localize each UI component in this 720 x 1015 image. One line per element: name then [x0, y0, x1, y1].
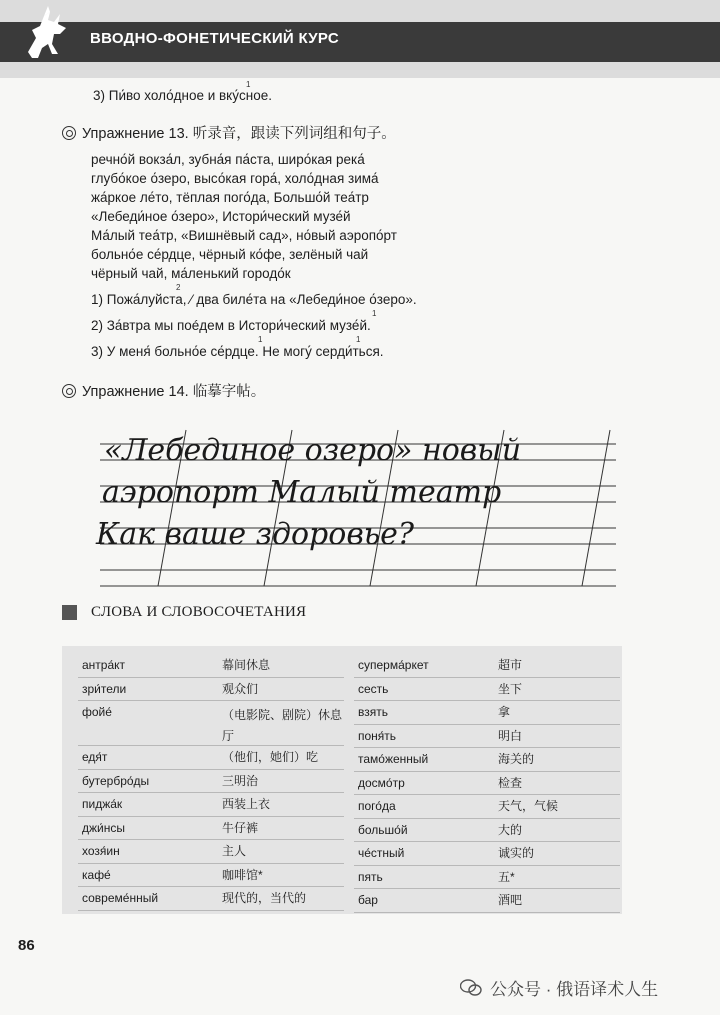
vocab-row [78, 701, 344, 746]
wechat-icon [460, 979, 482, 997]
vocab-chinese: 三明治 [222, 773, 259, 788]
vocab-chinese: 坐下 [498, 681, 523, 696]
vocab-russian: тамо́женный [358, 752, 429, 766]
vocab-russian: пять [358, 869, 383, 884]
vocab-row [354, 889, 620, 913]
vocab-russian: большо́й [358, 822, 408, 837]
intonation-mark: 1 [258, 335, 263, 344]
handwriting-line-2: аэропорт Малый театр [102, 475, 502, 510]
vocab-russian: че́стный [358, 846, 405, 860]
vocab-chinese: 大的 [498, 822, 523, 837]
vocab-row [78, 678, 344, 702]
vocab-row [78, 793, 344, 817]
vocab-row [354, 725, 620, 749]
vocab-chinese: 酒吧 [498, 893, 523, 907]
phrase-line: «Лебеди́ное о́зеро», Истори́ческий музе́й [91, 209, 351, 224]
vocab-row [354, 654, 620, 678]
top-sentence: 3) Пи́во холо́дное и вку́сное. [93, 88, 272, 103]
vocab-chinese: 咖啡馆* [222, 867, 263, 882]
vocab-row [78, 770, 344, 794]
exercise-14-heading [62, 380, 265, 401]
vocab-row [354, 819, 620, 843]
vocab-chinese: 海关的 [498, 752, 535, 766]
vocab-russian: суперма́ркет [358, 658, 429, 672]
vocab-russian: кафе́ [82, 867, 111, 882]
phrase-line: больно́е се́рдце, чёрный ко́фе, зелёный чай [91, 247, 369, 262]
horseman-logo-icon [14, 4, 78, 64]
handwriting-line-3: Как ваше здоровье? [96, 517, 414, 552]
vocab-row [78, 746, 344, 770]
section-title: СЛОВА И СЛОВОСОЧЕТАНИЯ [91, 604, 307, 620]
vocab-chinese: 明白 [498, 728, 523, 743]
vocab-chinese: 拿 [498, 705, 511, 719]
vocab-russian: сесть [358, 681, 389, 696]
vocab-chinese: （他们，她们）吃 [222, 750, 319, 764]
intonation-mark: 1 [372, 309, 377, 318]
vocab-chinese: 主人 [222, 844, 247, 858]
phrase-line: чёрный чай, ма́ленький городо́к [91, 266, 291, 281]
vocab-row [78, 840, 344, 864]
phrase-line: жа́ркое ле́то, тёплая пого́да, Большо́й теа́тр [91, 190, 369, 205]
vocab-russian: бутербро́ды [82, 773, 150, 788]
vocab-section-heading [62, 604, 306, 621]
vocab-chinese: 诚实的 [498, 846, 535, 860]
intonation-mark: 2 [176, 283, 181, 292]
vocab-row [354, 866, 620, 890]
vocab-chinese: 五* [498, 869, 515, 884]
vocab-russian: пого́да [358, 799, 396, 813]
vocab-row [354, 678, 620, 702]
sentence-line: 2) За́втра мы поéдем в Истори́ческий музе́й. [91, 318, 371, 333]
section-square-icon [62, 605, 77, 620]
vocab-chinese: 现代的，当代的 [222, 891, 307, 905]
phrase-line: Ма́лый теа́тр, «Вишнёвый сад», но́вый аэропо́рт [91, 228, 397, 243]
sentence-line: 1) Пожа́луйста, ⁄ два биле́та на «Лебеди́ное о́зеро». [91, 292, 417, 307]
audio-disc-icon [62, 126, 76, 140]
vocab-row [354, 842, 620, 866]
vocab-chinese: （电影院、剧院）休息厅 [222, 708, 343, 743]
vocab-row [354, 748, 620, 772]
copybook-grid [86, 410, 626, 588]
watermark [460, 975, 658, 1000]
vocab-russian: едя́т [82, 750, 108, 764]
exercise-13-title: Упражнение 13. 听录音，跟读下列词组和句子。 [82, 126, 396, 142]
exercise-14-title: Упражнение 14. 临摹字帖。 [82, 384, 266, 400]
vocab-chinese: 检查 [498, 775, 523, 790]
vocab-row [354, 701, 620, 725]
watermark-text: 公众号 · 俄语译术人生 [490, 980, 659, 999]
vocab-russian: джи́нсы [82, 820, 125, 835]
page-header [0, 0, 720, 78]
vocab-chinese: 超市 [498, 658, 523, 672]
header-title: ВВОДНО-ФОНЕТИЧЕСКИЙ КУРС [90, 30, 339, 47]
stress-mark: 1 [246, 80, 251, 89]
vocab-row [354, 772, 620, 796]
vocab-russian: бар [358, 893, 378, 907]
vocab-row [78, 817, 344, 841]
page-number: 86 [18, 937, 35, 954]
audio-disc-icon [62, 384, 76, 398]
vocab-chinese: 幕间休息 [222, 658, 271, 672]
vocab-row [78, 864, 344, 888]
vocab-chinese: 西装上衣 [222, 797, 271, 811]
vocab-russian: фойе́ [82, 705, 112, 719]
vocab-russian: пиджа́к [82, 797, 123, 811]
vocab-russian: зри́тели [82, 681, 127, 696]
vocab-column-right [354, 654, 620, 913]
vocab-chinese: 牛仔裤 [222, 820, 259, 835]
handwriting-line-1: «Лебединое озеро» новый [104, 433, 522, 468]
vocab-chinese: 天气，气候 [498, 799, 559, 813]
vocab-chinese: 观众们 [222, 681, 259, 696]
vocab-russian: антра́кт [82, 658, 126, 672]
vocab-russian: совреме́нный [82, 891, 159, 905]
sentence-line: 3) У меня́ больно́е се́рдце. Не могу́ серди́ться. [91, 344, 384, 359]
vocab-russian: досмо́тр [358, 775, 405, 790]
vocab-russian: хозя́ин [82, 844, 120, 858]
vocab-row [354, 795, 620, 819]
phrase-line: речно́й вокза́л, зубна́я па́ста, широ́кая река́ [91, 152, 365, 167]
exercise-13-heading [62, 122, 396, 143]
vocab-row [78, 887, 344, 911]
vocab-russian: поня́ть [358, 728, 397, 743]
vocab-column-left [78, 654, 344, 911]
intonation-mark: 1 [356, 335, 361, 344]
phrase-line: глубо́кое о́зеро, высо́кая гора́, холо́дная зима́ [91, 171, 379, 186]
vocab-row [78, 654, 344, 678]
vocab-russian: взять [358, 705, 388, 719]
vocabulary-box [62, 646, 622, 914]
